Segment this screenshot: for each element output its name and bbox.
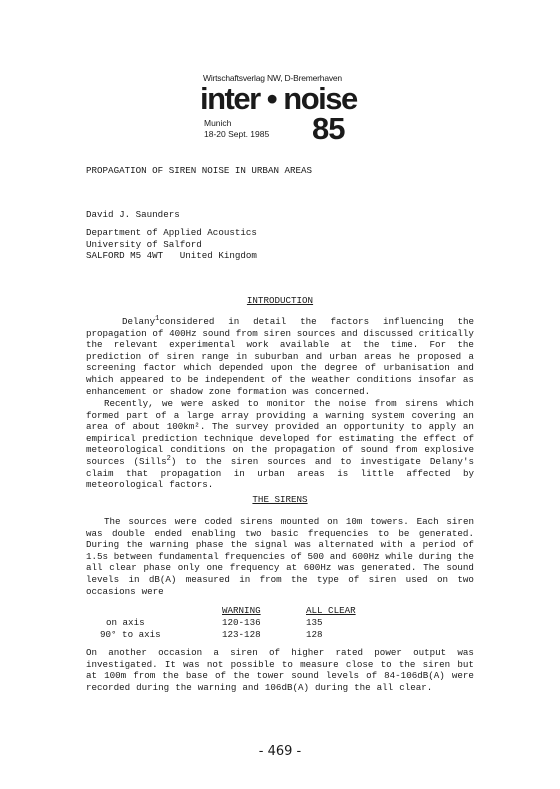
- paragraph-line: propagation of 400Hz sound from siren sources and discussed critically: [86, 327, 474, 339]
- paragraph-line: prediction of siren range in suburban and urban areas he proposed a: [86, 350, 474, 362]
- page-number: - 469 -: [258, 744, 302, 759]
- paragraph-line: claim that propagation in urban areas is little affected by: [86, 467, 474, 479]
- paragraph-line: meteorological factors.: [86, 479, 214, 491]
- paragraph-line: screening factor which depended upon the degree of urbanisation and: [86, 362, 474, 374]
- paragraph-line: enhancement or shadow zone formation was concerned.: [86, 385, 371, 397]
- conference-dates: 18-20 Sept. 1985: [204, 129, 270, 139]
- paragraph-sirens-2: [86, 647, 474, 693]
- author-name: David J. Saunders: [86, 209, 180, 220]
- sound-levels-table: [100, 605, 386, 641]
- conference-year: 85: [312, 111, 345, 146]
- paragraph-line: investigated. It was not possible to measure close to the siren but: [86, 658, 474, 670]
- author-affiliation: [86, 227, 257, 262]
- table-cell: 123-128: [222, 629, 261, 641]
- paragraph-line: formed part of a large array providing a warning system covering an: [86, 409, 474, 421]
- conference-logo: inter • noise: [200, 81, 357, 116]
- table-cell: 90° to axis: [100, 629, 161, 641]
- paragraph-line: Recently, we were asked to monitor the noise from sirens which: [104, 398, 474, 409]
- table-header: WARNING: [222, 605, 261, 617]
- paragraph-introduction-2: [86, 398, 474, 491]
- table-header: ALL CLEAR: [306, 605, 356, 617]
- paragraph-line: levels in dB(A) measured in from the type of siren used on two: [86, 573, 474, 585]
- publisher-line: Wirtschaftsverlag NW, D-Bremerhaven: [203, 73, 342, 83]
- table-header: [100, 605, 222, 617]
- affiliation-line: University of Salford: [86, 238, 202, 250]
- paragraph-line: was double ended enabling two basic frequencies to be generated.: [86, 527, 474, 539]
- conference-city: Munich: [204, 118, 232, 128]
- paragraph-introduction-1: [86, 316, 474, 397]
- paragraph-line: at 100m from the base of the tower sound levels of 84-106dB(A) were: [86, 670, 474, 682]
- paragraph-line: occasions were: [86, 585, 164, 597]
- paragraph-sirens-1: [86, 516, 474, 597]
- paragraph-line: On another occasion a siren of higher rated power output was: [86, 647, 474, 658]
- paragraph-line: meteorological conditions on the propagation of sound from explosive: [86, 444, 474, 456]
- section-heading-sirens: THE SIRENS: [252, 494, 308, 505]
- paper-title: PROPAGATION OF SIREN NOISE IN URBAN AREAS: [86, 165, 313, 176]
- paragraph-line: sources (Sills$^2$) to the siren sources and to investigate Delany's: [86, 454, 474, 467]
- paragraph-line: which appeared to be independent of the weather conditions insofar as: [86, 373, 474, 385]
- table-row: [100, 617, 386, 629]
- paragraph-line: all clear phase only one frequency at 600Hz was generated. The sound: [86, 562, 474, 574]
- table-header-row: [100, 605, 386, 617]
- paragraph-line: Delany$^1$considered in detail the factors influencing the: [122, 314, 474, 327]
- paragraph-line: During the warning phase the signal was alternated with a period of: [86, 539, 474, 551]
- affiliation-line: Department of Applied Acoustics: [86, 227, 257, 238]
- table-cell: 135: [306, 617, 323, 629]
- paragraph-line: area of about 100km². The survey provided an opportunity to apply an: [86, 421, 474, 433]
- paragraph-line: The sources were coded sirens mounted on 10m towers. Each siren: [104, 516, 474, 527]
- section-heading-introduction: INTRODUCTION: [246, 295, 314, 306]
- table-cell: on axis: [106, 617, 145, 629]
- table-cell: 120-136: [222, 617, 261, 629]
- paragraph-line: empirical prediction technique developed for estimating the effect of: [86, 432, 474, 444]
- paragraph-line: recorded during the warning and 106dB(A) during the all clear.: [86, 681, 433, 693]
- affiliation-line: SALFORD M5 4WT United Kingdom: [86, 250, 257, 262]
- paragraph-line: the relevant experimental work available at the time. For the: [86, 339, 474, 351]
- table-row: [100, 629, 386, 641]
- paragraph-line: 1.5s between fundamental frequencies of 500 and 600Hz while during the: [86, 550, 474, 562]
- table-cell: 128: [306, 629, 323, 641]
